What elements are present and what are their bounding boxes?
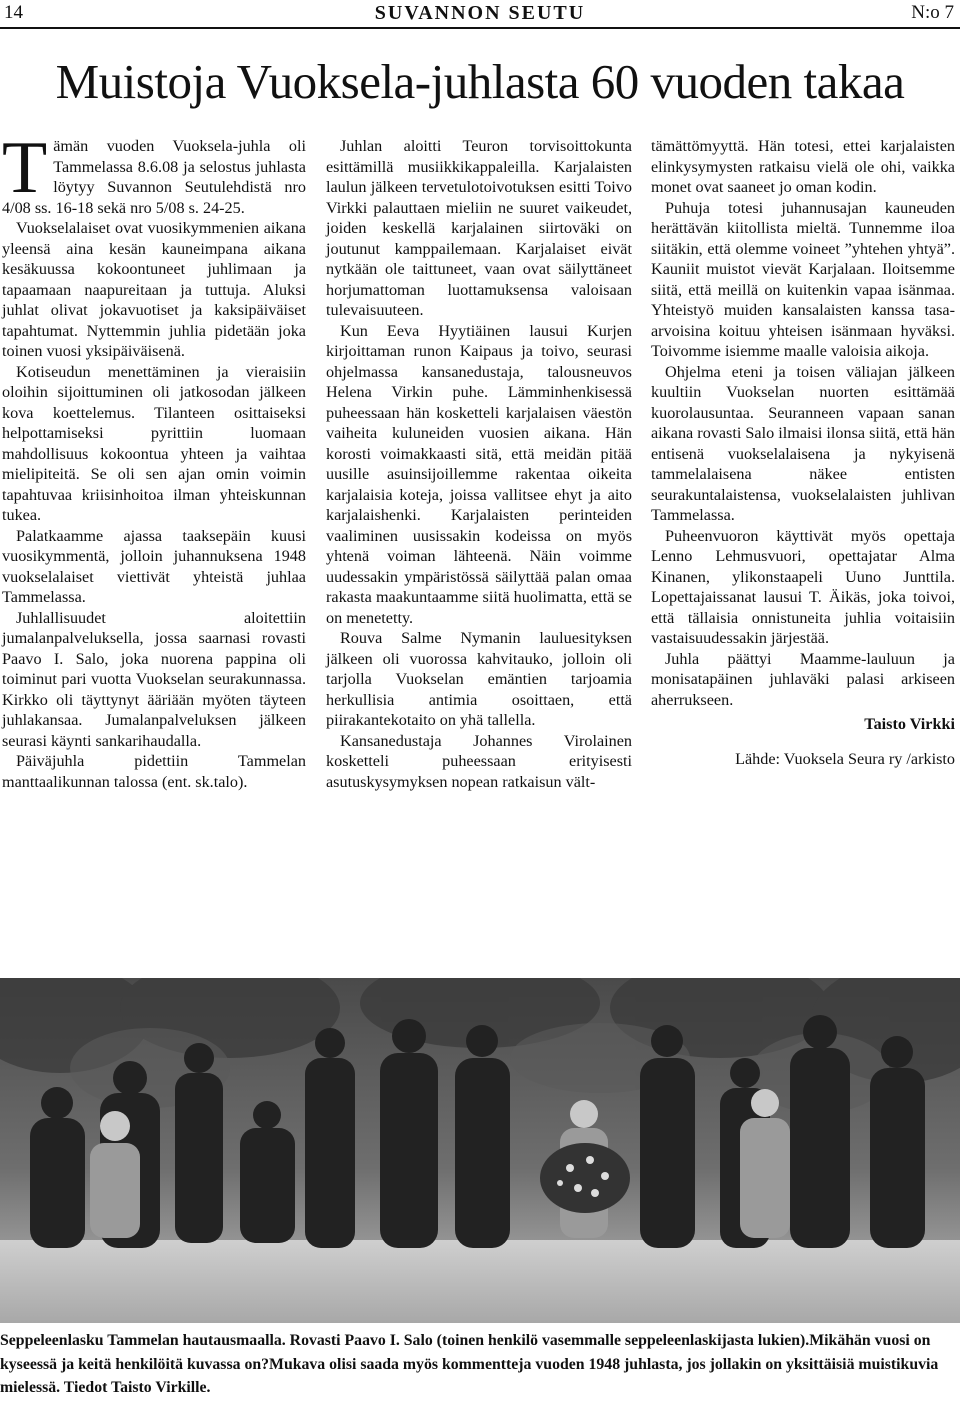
paragraph: Puhuja totesi juhannusajan kauneuden herättävän kiitollista mieltä. Tunnemme iloa siitäkin, että olemme voineet ”yhtehen yhtyä”. Kauniit muistot vievät Karjalaan. Iloitsemme siitä, että meillä on kuitenkin vapaa isänmaa. Yhteistyö muiden kansalaisten kanssa tasa-arvoisina koituu yhteisen isänmaan hyväksi. Toivomme isiemme maalle valoisia aikoja. [651, 198, 955, 360]
paragraph: Juhlallisuudet aloitettiin jumalanpalveluksella, jossa saarnasi rovasti Paavo I. Salo, joka nuorena pappina oli toiminut pari vuotta Vuokselan seurakunnassa. Kirkko oli täyttynyt ääriään myöten täyteen juhlakansaa. Jumalanpalveluksen jälkeen seurasi käynti sankarihaudalla. [2, 608, 306, 750]
paragraph: Vuokselalaiset ovat vuosikymmenien aikana yleensä aina kesän kauneimpana aikana kesäkuussa kokoontuneet juhlimaan ja tapaamaan naapureitaan ja tuttuja. Aluksi juhlat olivat jokavuotiset ja kaksipäiväiset tapahtumat. Nyttemmin juhlia pidetään joka toinen vuosi yksipäiväisenä. [2, 219, 306, 360]
paragraph [2, 127, 306, 218]
paragraph: Puheenvuoron käyttivät myös opettaja Lenno Lehmusvuori, opettajatar Alma Kinanen, ylikonstaapeli Uuno Junttila. Lopettajaissanat lausui T. Äikäs, joka toivoi, että tällaisia onnistuneita juhlia voitaisiin vastaisuudessakin järjestää. [651, 526, 955, 647]
paragraph: Juhla päättyi Maamme-lauluun ja monisatapäinen juhlaväki palasi arkiseen aherrukseen. [651, 649, 955, 709]
paragraph: Päiväjuhla pidettiin Tammelan manttaalikunnan talossa (ent. sk.talo). [2, 752, 306, 791]
paragraph: Kun Eeva Hyytiäinen lausui Kurjen kirjoittaman runon Kaipaus ja toivo, seurasi ohjelmassa kansanedustaja, talousneuvos Helena Virkin puhe. Lämminhenkisessä puheessaan hän kosketteli karjalaisen väestön vaiheita kuluneiden vuosien aikana. Hän korosti voimakkaasti sitä, että meidän pitää uusille asuinsijoillemme rakentaa oikeita karjalaisia koteja, joissa vallitsee ehyt ja aito karjalaishenki. Karjalaisten perinteiden vaaliminen uusissakin kodeissa on myös yhtenä voiman lähteenä. Näin voimme uudessakin ympäristössä säilyttää palan omaa rakasta maakuntaamme siitä huolimatta, että se on menetetty. [326, 321, 632, 627]
author-signature: Taisto Virkki [864, 715, 955, 733]
header-rule [0, 27, 960, 29]
article-title: Muistoja Vuoksela-juhlasta 60 vuoden takaa [55, 54, 905, 109]
article-column-3 [651, 136, 955, 769]
paragraph: tämättömyyttä. Hän totesi, ettei karjalaisten elinkysymysten ratkaisu vielä ole ohi, vaikka monet ovat saaneet jo oman kodin. [651, 137, 955, 196]
paragraph: Palatkaamme ajassa taaksepäin kuusi vuosikymmentä, jolloin juhannuksena 1948 vuokselalaiset viettivät yhteistä juhlaa Tammelassa. [2, 526, 306, 606]
issue-number: N:o 7 [911, 2, 954, 23]
article-column-2 [326, 136, 632, 792]
paragraph: Kotiseudun menettäminen ja vieraisiin oloihin sijoittuminen oli jatkosodan jälkeen kova koettelemus. Tilanteen osittaiseksi helpottamiseksi pyrittiin luomaan mahdollisuus kokoontua yhteen ja vaihtaa mielipiteitä. Se oli sen ajan omin voimin tapahtuvaa kriisinhoitoa ilman yhteiskunnan tukea. [2, 362, 306, 524]
page-header [0, 0, 960, 28]
paragraph: Ohjelma eteni ja toisen väliajan jälkeen kuultiin Vuokselan nuorten esittämää kuorolausuntaa. Seuranneen vapaan sanan aikana rovasti Salo ilmaisi ilonsa siitä, että hän entisenä vuokselalaisena ja nykyisenä tammelalaisena näkee entisten seurakuntalaistensa, vuokselalaisten juhlivan Tammelassa. [651, 362, 955, 524]
photo-illustration [0, 978, 960, 1323]
paragraph: Kansanedustaja Johannes Virolainen kosketteli puheessaan erityisesti asutuskysymyksen nopean ratkaisun vält- [326, 731, 632, 791]
page-number: 14 [4, 2, 23, 23]
paragraph: Rouva Salme Nymanin lauluesityksen jälkeen oli vuorossa kahvitauko, jolloin oli tarjolla Vuokselan emäntien tarjoamia herkullisia antimia osoittaen, että piirakantekotaito on yhä tallella. [326, 629, 632, 729]
paragraph-text: ämän vuoden Vuoksela-juhla oli Tammelassa 8.6.08 ja selostus juhlasta löytyy Suvannon Seutulehdistä nro 4/08 ss. 16-18 sekä nro 5/08 s. 24-25. [2, 137, 306, 217]
news-photo [0, 978, 960, 1323]
dropcap: T [2, 127, 48, 209]
source-credit: Lähde: Vuoksela Seura ry /arkisto [735, 749, 955, 768]
photo-caption: Seppeleenlasku Tammelan hautausmaalla. Rovasti Paavo I. Salo (toinen henkilö vasemmalle seppeleenlaskijasta lukien).Mikähän vuosi on kyseessä ja keitä henkilöitä kuvassa on?Mukava olisi saada myös kommentteja vuoden 1948 juhlasta, jos jollakin on yksittäisiä muistikuvia mielessä. Tiedot Taisto Virkille. [0, 1332, 939, 1396]
paragraph: Juhlan aloitti Teuron torvisoittokunta esittämillä musiikkikappaleilla. Karjalaisten laulun jälkeen tervetulotoivotuksen esitti Toivo Virkki palauttaen mieliin ne suuret vaikeudet, joiden keskellä karjalainen siirtoväki on joutunut kamppailemaan. Karjalaiset eivät nytkään ole taittuneet, vaan ovat säilyttäneet horjumattoman luottamuksensa valoisaan tulevaisuuteen. [326, 137, 632, 319]
article-column-1 [2, 127, 306, 792]
newspaper-name: SUVANNON SEUTU [374, 2, 586, 24]
